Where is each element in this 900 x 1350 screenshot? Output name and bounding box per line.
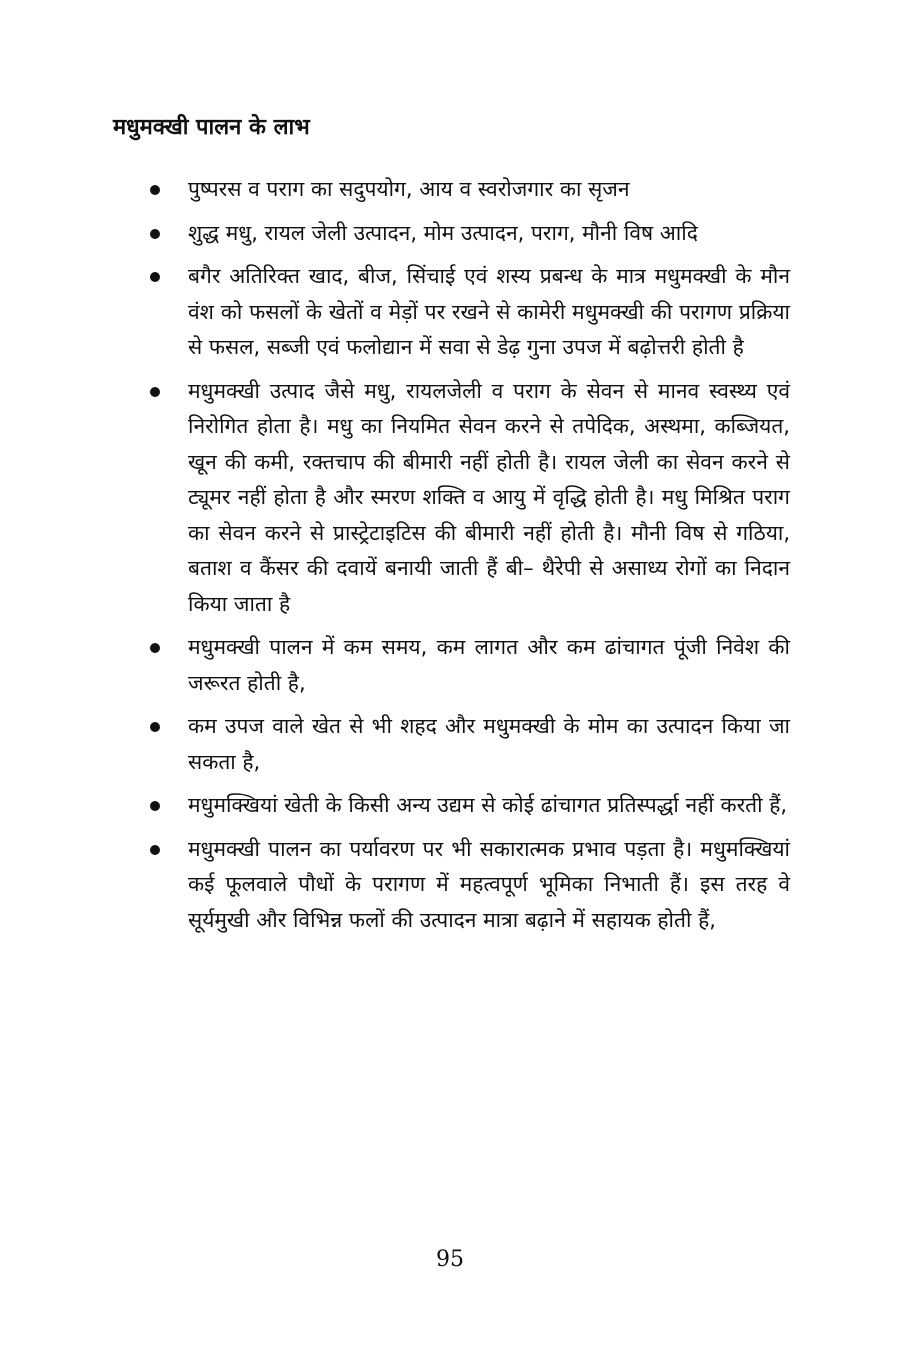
list-item-text: मधुमक्खी पालन में कम समय, कम लागत और कम ढांचागत पूंजी निवेश की जरूरत होती है, xyxy=(188,635,790,695)
list-item xyxy=(150,216,790,252)
list-item xyxy=(150,172,790,208)
list-item-text: मधुमक्खी पालन का पर्यावरण पर भी सकारात्मक प्रभाव पड़ता है। मधुमक्खियां कई फूलवाले पौधों के परागण में महत्वपूर्ण भूमिका निभाती हैं। इस तरह वे सूर्यमुखी और विभिन्न फलों की उत्पादन मात्रा बढ़ाने में सहायक होती हैं, xyxy=(188,836,790,932)
list-item xyxy=(150,374,790,623)
bullet-icon xyxy=(150,185,160,195)
bullet-icon xyxy=(150,272,160,282)
list-item xyxy=(150,788,790,824)
list-item-text: मधुमक्खियां खेती के किसी अन्य उद्यम से कोई ढांचागत प्रतिस्पर्द्धा नहीं करती हैं, xyxy=(188,793,788,817)
list-item xyxy=(150,259,790,366)
bullet-icon xyxy=(150,722,160,732)
list-item xyxy=(150,630,790,701)
benefits-list xyxy=(150,172,790,946)
list-item-text: पुष्परस व पराग का सदुपयोग, आय व स्वरोजगार का सृजन xyxy=(188,177,630,201)
list-item-text: कम उपज वाले खेत से भी शहद और मधुमक्खी के मोम का उत्पादन किया जा सकता है, xyxy=(188,714,790,774)
list-item-text: शुद्ध मधु, रायल जेली उत्पादन, मोम उत्पादन, पराग, मौनी विष आदि xyxy=(188,220,698,245)
list-item-text: बगैर अतिरिक्त खाद, बीज, सिंचाई एवं शस्य प्रबन्ध के मात्र मधुमक्खी के मौन वंश को फसलों के खेतों व मेड़ों पर रखने से कामेरी मधुमक्खी की परागण प्रक्रिया से फसल, सब्जी एवं फलोद्यान में सवा से डेढ़ गुना उपज में बढ़ोत्तरी होती है xyxy=(188,264,790,359)
bullet-icon xyxy=(150,387,160,397)
section-heading: मधुमक्खी पालन के लाभ xyxy=(113,115,310,140)
bullet-icon xyxy=(150,845,160,855)
bullet-icon xyxy=(150,801,160,811)
list-item xyxy=(150,709,790,780)
page-number: 95 xyxy=(436,1247,464,1272)
list-item xyxy=(150,832,790,939)
bullet-icon xyxy=(150,643,160,653)
list-item-text: मधुमक्खी उत्पाद जैसे मधु, रायलजेली व पराग के सेवन से मानव स्वस्थ्य एवं निरोगित होता है। मधु का नियमित सेवन करने से तपेदिक, अस्थमा, कब्जियत, खून की कमी, रक्तचाप की बीमारी नहीं होती है। रायल जेली का सेवन करने से ट्यूमर नहीं होता है और स्मरण शक्ति व आयु में वृद्धि होती है। मधु मिश्रित पराग का सेवन करने से प्रास्ट्रेटाइटिस की बीमारी नहीं होती है। मौनी विष से गठिया, बताश व कैंसर की दवायें बनायी जाती हैं बी– थैरेपी से असाध्य रोगों का निदान किया जाता है xyxy=(188,378,790,616)
bullet-icon xyxy=(150,229,160,239)
